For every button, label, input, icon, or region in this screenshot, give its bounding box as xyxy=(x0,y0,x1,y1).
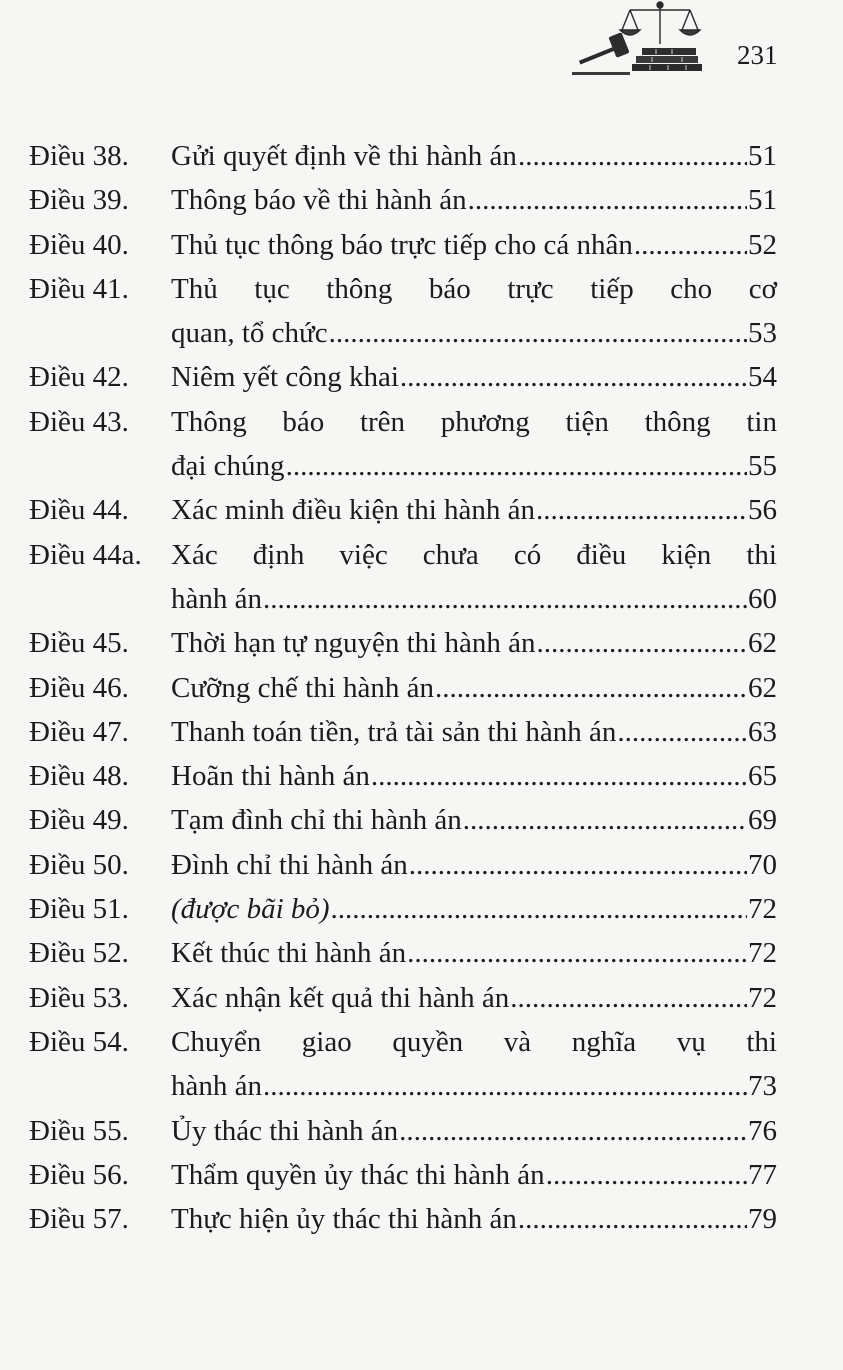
article-title: Gửi quyết định về thi hành án xyxy=(171,140,517,172)
article-title: Thông báo trên phương tiện thông tin xyxy=(171,405,777,438)
toc-line xyxy=(29,754,777,798)
article-title: Cưỡng chế thi hành án xyxy=(171,671,434,704)
toc-entry xyxy=(29,267,777,356)
toc-entry xyxy=(29,223,777,267)
article-number: Điều 44. xyxy=(29,494,129,527)
toc-line xyxy=(29,1064,777,1108)
page-ref: 62 xyxy=(748,627,777,660)
article-number: Điều 55. xyxy=(29,1114,129,1147)
article-title: hành án xyxy=(171,582,262,615)
article-number: Điều 40. xyxy=(29,228,129,261)
toc-line xyxy=(29,976,777,1020)
toc-line xyxy=(29,710,777,754)
dot-leader xyxy=(331,887,747,931)
article-title: Xác minh điều kiện thi hành án xyxy=(171,494,536,527)
article-number: Điều 49. xyxy=(29,804,129,837)
toc-line xyxy=(29,887,777,931)
dot-leader xyxy=(617,710,747,754)
toc-entry xyxy=(29,1020,777,1109)
article-title: quan, tổ chức xyxy=(171,317,328,350)
page-ref: 72 xyxy=(748,893,777,926)
page-ref: 69 xyxy=(748,804,777,837)
dot-leader xyxy=(536,621,747,665)
page-ref: 62 xyxy=(748,671,777,704)
article-title: Hoãn thi hành án xyxy=(171,760,370,793)
article-number: Điều 44a. xyxy=(29,538,142,571)
toc-line xyxy=(29,1109,777,1153)
dot-leader xyxy=(409,843,747,887)
toc-line xyxy=(29,621,777,665)
article-title: Thực hiện ủy thác thi hành án xyxy=(171,1203,517,1236)
toc-entry xyxy=(29,355,777,399)
toc-entry xyxy=(29,710,777,754)
article-title: Thủ tục thông báo trực tiếp cho cá nhân xyxy=(171,228,633,261)
dot-leader xyxy=(329,311,747,355)
article-number: Điều 53. xyxy=(29,981,129,1014)
toc-entry xyxy=(29,976,777,1020)
article-title: Đình chỉ thi hành án xyxy=(171,848,408,881)
toc-entry xyxy=(29,400,777,489)
article-number: Điều 54. xyxy=(29,1025,129,1058)
toc-line xyxy=(29,178,777,222)
dot-leader xyxy=(518,1197,747,1241)
page-ref: 63 xyxy=(748,715,777,748)
article-number: Điều 39. xyxy=(29,184,129,217)
page-ref: 65 xyxy=(748,760,777,793)
toc-line xyxy=(29,488,777,532)
article-number: Điều 41. xyxy=(29,272,129,305)
article-number: Điều 38. xyxy=(29,140,129,172)
toc-line xyxy=(29,1197,777,1241)
dot-leader xyxy=(518,134,747,178)
scales-of-justice-gavel-icon xyxy=(572,0,722,76)
article-title: Xác nhận kết quả thi hành án xyxy=(171,981,510,1014)
article-number: Điều 47. xyxy=(29,715,129,748)
dot-leader xyxy=(407,931,747,975)
toc-line xyxy=(29,311,777,355)
toc-entry xyxy=(29,798,777,842)
page-ref: 53 xyxy=(748,317,777,350)
toc-line xyxy=(29,843,777,887)
dot-leader xyxy=(263,577,747,621)
article-number: Điều 57. xyxy=(29,1203,129,1236)
table-of-contents xyxy=(29,134,777,1241)
toc-entry xyxy=(29,1153,777,1197)
toc-entry xyxy=(29,843,777,887)
article-title: Thanh toán tiền, trả tài sản thi hành án xyxy=(171,715,617,748)
toc-entry xyxy=(29,666,777,710)
toc-line xyxy=(29,223,777,267)
page-ref: 54 xyxy=(748,361,777,394)
page-ref: 52 xyxy=(748,228,777,261)
article-title: Thông báo về thi hành án xyxy=(171,184,467,217)
page-ref: 55 xyxy=(748,450,777,483)
article-number: Điều 50. xyxy=(29,848,129,881)
dot-leader xyxy=(399,1109,747,1153)
dot-leader xyxy=(468,178,747,222)
toc-line xyxy=(29,931,777,975)
page-ref: 51 xyxy=(748,184,777,217)
page-ref: 70 xyxy=(748,848,777,881)
page-number: 231 xyxy=(737,40,778,70)
dot-leader xyxy=(435,666,747,710)
page-ref: 73 xyxy=(748,1070,777,1103)
article-number: Điều 42. xyxy=(29,361,129,394)
toc-line xyxy=(29,533,777,577)
toc-line xyxy=(29,400,777,444)
article-number: Điều 45. xyxy=(29,627,129,660)
article-number: Điều 43. xyxy=(29,405,129,438)
toc-line xyxy=(29,134,777,178)
toc-entry xyxy=(29,1197,777,1241)
article-title: Kết thúc thi hành án xyxy=(171,937,407,970)
dot-leader xyxy=(263,1064,747,1108)
page-ref: 72 xyxy=(748,981,777,1014)
dot-leader xyxy=(634,223,747,267)
dot-leader xyxy=(371,754,747,798)
toc-entry xyxy=(29,178,777,222)
article-title: Thẩm quyền ủy thác thi hành án xyxy=(171,1158,545,1191)
toc-line xyxy=(29,267,777,311)
toc-line xyxy=(29,798,777,842)
toc-line xyxy=(29,577,777,621)
page-ref: 79 xyxy=(748,1203,777,1236)
toc-entry xyxy=(29,1109,777,1153)
article-number: Điều 46. xyxy=(29,671,129,704)
page-ref: 77 xyxy=(748,1158,777,1191)
page-ref: 60 xyxy=(748,582,777,615)
dot-leader xyxy=(286,444,747,488)
toc-entry xyxy=(29,754,777,798)
toc-entry xyxy=(29,134,777,178)
toc-line xyxy=(29,666,777,710)
toc-entry xyxy=(29,533,777,622)
article-title: Thủ tục thông báo trực tiếp cho cơ xyxy=(171,272,777,305)
toc-entry xyxy=(29,621,777,665)
article-title: Chuyển giao quyền và nghĩa vụ thi xyxy=(171,1025,777,1058)
article-title: Tạm đình chỉ thi hành án xyxy=(171,804,462,837)
dot-leader xyxy=(536,488,747,532)
dot-leader xyxy=(546,1153,747,1197)
dot-leader xyxy=(510,976,747,1020)
article-title: (được bãi bỏ) xyxy=(171,893,330,926)
article-title: Ủy thác thi hành án xyxy=(171,1114,399,1147)
page-ref: 72 xyxy=(748,937,777,970)
toc-entry xyxy=(29,488,777,532)
article-number: Điều 48. xyxy=(29,760,129,793)
dot-leader xyxy=(400,355,747,399)
page-ref: 51 xyxy=(748,140,777,172)
toc-line xyxy=(29,444,777,488)
toc-entry xyxy=(29,931,777,975)
article-number: Điều 52. xyxy=(29,937,129,970)
toc-entry xyxy=(29,887,777,931)
toc-line xyxy=(29,1020,777,1064)
article-title: hành án xyxy=(171,1070,262,1103)
article-title: Thời hạn tự nguyện thi hành án xyxy=(171,627,536,660)
toc-line xyxy=(29,355,777,399)
dot-leader xyxy=(463,798,747,842)
article-title: đại chúng xyxy=(171,450,285,483)
toc-line xyxy=(29,1153,777,1197)
article-title: Xác định việc chưa có điều kiện thi xyxy=(171,538,777,571)
article-number: Điều 51. xyxy=(29,893,129,926)
article-title: Niêm yết công khai xyxy=(171,361,399,394)
page-ref: 76 xyxy=(748,1114,777,1147)
page-ref: 56 xyxy=(748,494,777,527)
article-number: Điều 56. xyxy=(29,1158,129,1191)
